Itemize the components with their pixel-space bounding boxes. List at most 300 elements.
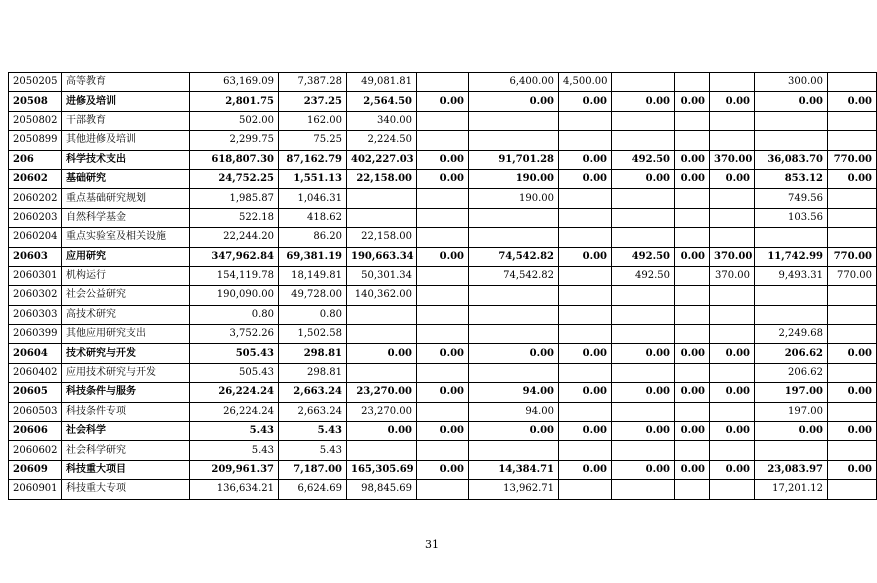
total-cell: 26,224.24 <box>190 402 279 421</box>
table-row <box>9 460 877 479</box>
col-5-cell: 74,542.82 <box>469 247 559 266</box>
account-code-cell: 2060301 <box>9 266 62 285</box>
col-9-cell: 0.00 <box>710 460 755 479</box>
account-code-cell: 2060302 <box>9 286 62 305</box>
table-row <box>9 344 877 363</box>
col-11-cell: 770.00 <box>828 266 877 285</box>
col-9-cell <box>710 325 755 344</box>
col-8-cell: 0.00 <box>675 169 710 188</box>
col-9-cell <box>710 441 755 460</box>
total-cell: 0.80 <box>190 305 279 324</box>
col-4-cell <box>417 228 469 247</box>
col-11-cell: 770.00 <box>828 150 877 169</box>
total-cell: 618,807.30 <box>190 150 279 169</box>
col-5-cell: 13,962.71 <box>469 480 559 499</box>
account-name-cell: 应用研究 <box>62 247 190 266</box>
account-code-cell: 2060503 <box>9 402 62 421</box>
col-11-cell <box>828 111 877 130</box>
col-10-cell: 36,083.70 <box>755 150 828 169</box>
col-7-cell: 0.00 <box>612 383 675 402</box>
col-10-cell: 2,249.68 <box>755 325 828 344</box>
basic-expenditure-cell: 49,728.00 <box>279 286 347 305</box>
col-8-cell: 0.00 <box>675 422 710 441</box>
col-10-cell <box>755 131 828 150</box>
col-9-cell: 0.00 <box>710 169 755 188</box>
col-4-cell <box>417 266 469 285</box>
project-expenditure-cell: 50,301.34 <box>347 266 417 285</box>
col-8-cell <box>675 480 710 499</box>
account-code-cell: 2060303 <box>9 305 62 324</box>
col-6-cell: 0.00 <box>559 344 612 363</box>
account-name-cell: 其他进修及培训 <box>62 131 190 150</box>
total-cell: 154,119.78 <box>190 266 279 285</box>
table-row <box>9 363 877 382</box>
col-9-cell: 370.00 <box>710 247 755 266</box>
col-5-cell <box>469 441 559 460</box>
col-7-cell <box>612 73 675 92</box>
col-11-cell <box>828 305 877 324</box>
project-expenditure-cell <box>347 325 417 344</box>
account-code-cell: 2050205 <box>9 73 62 92</box>
col-4-cell <box>417 131 469 150</box>
col-7-cell: 0.00 <box>612 92 675 111</box>
col-11-cell <box>828 402 877 421</box>
col-5-cell <box>469 208 559 227</box>
col-4-cell: 0.00 <box>417 92 469 111</box>
col-5-cell <box>469 286 559 305</box>
total-cell: 209,961.37 <box>190 460 279 479</box>
account-code-cell: 20609 <box>9 460 62 479</box>
basic-expenditure-cell: 69,381.19 <box>279 247 347 266</box>
col-6-cell <box>559 111 612 130</box>
col-6-cell <box>559 189 612 208</box>
account-name-cell: 科技重大专项 <box>62 480 190 499</box>
col-9-cell <box>710 286 755 305</box>
col-10-cell: 9,493.31 <box>755 266 828 285</box>
project-expenditure-cell: 23,270.00 <box>347 383 417 402</box>
col-11-cell <box>828 480 877 499</box>
basic-expenditure-cell: 298.81 <box>279 344 347 363</box>
project-expenditure-cell: 49,081.81 <box>347 73 417 92</box>
col-9-cell <box>710 111 755 130</box>
col-5-cell: 91,701.28 <box>469 150 559 169</box>
col-4-cell <box>417 286 469 305</box>
project-expenditure-cell: 0.00 <box>347 344 417 363</box>
table-row <box>9 111 877 130</box>
basic-expenditure-cell: 75.25 <box>279 131 347 150</box>
col-7-cell: 0.00 <box>612 169 675 188</box>
col-11-cell <box>828 286 877 305</box>
basic-expenditure-cell: 1,046.31 <box>279 189 347 208</box>
col-8-cell: 0.00 <box>675 344 710 363</box>
account-code-cell: 20603 <box>9 247 62 266</box>
col-8-cell <box>675 402 710 421</box>
col-10-cell: 197.00 <box>755 402 828 421</box>
col-7-cell <box>612 305 675 324</box>
account-name-cell: 进修及培训 <box>62 92 190 111</box>
col-6-cell <box>559 208 612 227</box>
col-4-cell <box>417 441 469 460</box>
col-10-cell: 300.00 <box>755 73 828 92</box>
basic-expenditure-cell: 5.43 <box>279 422 347 441</box>
total-cell: 5.43 <box>190 422 279 441</box>
col-8-cell <box>675 305 710 324</box>
col-6-cell: 0.00 <box>559 169 612 188</box>
col-7-cell: 0.00 <box>612 460 675 479</box>
col-10-cell: 11,742.99 <box>755 247 828 266</box>
account-code-cell: 2060602 <box>9 441 62 460</box>
account-name-cell: 重点实验室及相关设施 <box>62 228 190 247</box>
account-code-cell: 2060399 <box>9 325 62 344</box>
table-row <box>9 305 877 324</box>
total-cell: 505.43 <box>190 363 279 382</box>
basic-expenditure-cell: 5.43 <box>279 441 347 460</box>
col-10-cell: 197.00 <box>755 383 828 402</box>
col-5-cell: 74,542.82 <box>469 266 559 285</box>
col-7-cell: 0.00 <box>612 422 675 441</box>
col-8-cell <box>675 363 710 382</box>
account-name-cell: 社会公益研究 <box>62 286 190 305</box>
col-10-cell <box>755 111 828 130</box>
col-8-cell <box>675 228 710 247</box>
col-4-cell: 0.00 <box>417 344 469 363</box>
col-8-cell <box>675 111 710 130</box>
col-9-cell <box>710 305 755 324</box>
page-number: 31 <box>425 538 439 551</box>
table-row <box>9 131 877 150</box>
col-7-cell <box>612 402 675 421</box>
account-name-cell: 科技条件与服务 <box>62 383 190 402</box>
col-5-cell <box>469 363 559 382</box>
col-10-cell <box>755 286 828 305</box>
col-4-cell: 0.00 <box>417 383 469 402</box>
total-cell: 136,634.21 <box>190 480 279 499</box>
basic-expenditure-cell: 418.62 <box>279 208 347 227</box>
col-9-cell <box>710 480 755 499</box>
col-4-cell <box>417 208 469 227</box>
col-9-cell: 0.00 <box>710 92 755 111</box>
table-row <box>9 422 877 441</box>
col-10-cell <box>755 441 828 460</box>
col-5-cell: 190.00 <box>469 169 559 188</box>
col-5-cell <box>469 325 559 344</box>
col-5-cell: 0.00 <box>469 422 559 441</box>
project-expenditure-cell <box>347 208 417 227</box>
col-4-cell: 0.00 <box>417 460 469 479</box>
col-6-cell <box>559 363 612 382</box>
col-9-cell <box>710 228 755 247</box>
col-7-cell: 0.00 <box>612 344 675 363</box>
account-code-cell: 20508 <box>9 92 62 111</box>
project-expenditure-cell: 22,158.00 <box>347 228 417 247</box>
col-6-cell <box>559 305 612 324</box>
col-9-cell <box>710 73 755 92</box>
table-row <box>9 402 877 421</box>
col-4-cell <box>417 73 469 92</box>
col-4-cell <box>417 480 469 499</box>
table-row <box>9 189 877 208</box>
col-10-cell: 23,083.97 <box>755 460 828 479</box>
col-7-cell <box>612 208 675 227</box>
col-11-cell: 0.00 <box>828 92 877 111</box>
col-9-cell: 0.00 <box>710 422 755 441</box>
col-9-cell <box>710 363 755 382</box>
basic-expenditure-cell: 0.80 <box>279 305 347 324</box>
account-name-cell: 高技术研究 <box>62 305 190 324</box>
col-9-cell <box>710 189 755 208</box>
account-name-cell: 技术研究与开发 <box>62 344 190 363</box>
basic-expenditure-cell: 2,663.24 <box>279 383 347 402</box>
total-cell: 190,090.00 <box>190 286 279 305</box>
col-7-cell <box>612 480 675 499</box>
col-10-cell: 853.12 <box>755 169 828 188</box>
col-4-cell <box>417 111 469 130</box>
col-6-cell: 4,500.00 <box>559 73 612 92</box>
col-11-cell: 0.00 <box>828 344 877 363</box>
col-11-cell: 0.00 <box>828 422 877 441</box>
col-11-cell <box>828 73 877 92</box>
table-row <box>9 266 877 285</box>
account-code-cell: 2060202 <box>9 189 62 208</box>
account-code-cell: 20605 <box>9 383 62 402</box>
col-4-cell <box>417 363 469 382</box>
col-11-cell <box>828 228 877 247</box>
col-10-cell <box>755 228 828 247</box>
col-9-cell <box>710 402 755 421</box>
total-cell: 22,244.20 <box>190 228 279 247</box>
account-name-cell: 社会科学研究 <box>62 441 190 460</box>
basic-expenditure-cell: 6,624.69 <box>279 480 347 499</box>
col-6-cell <box>559 286 612 305</box>
account-name-cell: 科学技术支出 <box>62 150 190 169</box>
col-6-cell: 0.00 <box>559 383 612 402</box>
col-11-cell: 0.00 <box>828 169 877 188</box>
account-name-cell: 干部教育 <box>62 111 190 130</box>
account-name-cell: 机构运行 <box>62 266 190 285</box>
col-8-cell <box>675 131 710 150</box>
account-code-cell: 2050802 <box>9 111 62 130</box>
total-cell: 1,985.87 <box>190 189 279 208</box>
col-8-cell: 0.00 <box>675 383 710 402</box>
col-9-cell <box>710 131 755 150</box>
col-4-cell <box>417 402 469 421</box>
col-8-cell <box>675 266 710 285</box>
col-6-cell <box>559 441 612 460</box>
table-row <box>9 325 877 344</box>
col-5-cell: 94.00 <box>469 402 559 421</box>
col-6-cell <box>559 266 612 285</box>
total-cell: 2,801.75 <box>190 92 279 111</box>
col-5-cell: 190.00 <box>469 189 559 208</box>
table-row <box>9 383 877 402</box>
col-11-cell <box>828 189 877 208</box>
account-code-cell: 2060204 <box>9 228 62 247</box>
basic-expenditure-cell: 86.20 <box>279 228 347 247</box>
col-9-cell: 0.00 <box>710 344 755 363</box>
col-11-cell <box>828 325 877 344</box>
col-7-cell <box>612 286 675 305</box>
account-code-cell: 20602 <box>9 169 62 188</box>
total-cell: 24,752.25 <box>190 169 279 188</box>
col-7-cell <box>612 189 675 208</box>
col-11-cell <box>828 131 877 150</box>
total-cell: 5.43 <box>190 441 279 460</box>
account-name-cell: 基础研究 <box>62 169 190 188</box>
col-5-cell <box>469 111 559 130</box>
col-9-cell <box>710 208 755 227</box>
col-7-cell: 492.50 <box>612 266 675 285</box>
basic-expenditure-cell: 87,162.79 <box>279 150 347 169</box>
col-6-cell: 0.00 <box>559 460 612 479</box>
total-cell: 2,299.75 <box>190 131 279 150</box>
col-6-cell <box>559 402 612 421</box>
table-row <box>9 480 877 499</box>
col-8-cell: 0.00 <box>675 92 710 111</box>
table-row <box>9 441 877 460</box>
project-expenditure-cell <box>347 441 417 460</box>
col-6-cell: 0.00 <box>559 247 612 266</box>
col-7-cell <box>612 325 675 344</box>
project-expenditure-cell <box>347 189 417 208</box>
col-10-cell: 206.62 <box>755 344 828 363</box>
account-name-cell: 重点基础研究规划 <box>62 189 190 208</box>
total-cell: 63,169.09 <box>190 73 279 92</box>
account-name-cell: 应用技术研究与开发 <box>62 363 190 382</box>
col-10-cell: 103.56 <box>755 208 828 227</box>
account-name-cell: 社会科学 <box>62 422 190 441</box>
col-4-cell: 0.00 <box>417 150 469 169</box>
table-row <box>9 286 877 305</box>
project-expenditure-cell: 340.00 <box>347 111 417 130</box>
basic-expenditure-cell: 18,149.81 <box>279 266 347 285</box>
account-code-cell: 20604 <box>9 344 62 363</box>
project-expenditure-cell: 165,305.69 <box>347 460 417 479</box>
col-9-cell: 0.00 <box>710 383 755 402</box>
col-8-cell: 0.00 <box>675 247 710 266</box>
col-11-cell: 0.00 <box>828 383 877 402</box>
account-code-cell: 2060901 <box>9 480 62 499</box>
table-row <box>9 208 877 227</box>
project-expenditure-cell: 2,564.50 <box>347 92 417 111</box>
account-code-cell: 206 <box>9 150 62 169</box>
col-6-cell: 0.00 <box>559 422 612 441</box>
col-10-cell: 206.62 <box>755 363 828 382</box>
table-row <box>9 169 877 188</box>
col-5-cell: 0.00 <box>469 344 559 363</box>
basic-expenditure-cell: 162.00 <box>279 111 347 130</box>
col-8-cell <box>675 208 710 227</box>
col-5-cell <box>469 131 559 150</box>
col-4-cell <box>417 305 469 324</box>
table-row <box>9 150 877 169</box>
col-7-cell <box>612 131 675 150</box>
col-11-cell: 0.00 <box>828 460 877 479</box>
col-10-cell: 0.00 <box>755 422 828 441</box>
col-6-cell: 0.00 <box>559 92 612 111</box>
project-expenditure-cell: 0.00 <box>347 422 417 441</box>
col-5-cell <box>469 228 559 247</box>
col-5-cell: 14,384.71 <box>469 460 559 479</box>
total-cell: 347,962.84 <box>190 247 279 266</box>
table-row <box>9 73 877 92</box>
col-5-cell: 0.00 <box>469 92 559 111</box>
col-8-cell: 0.00 <box>675 150 710 169</box>
table-row <box>9 247 877 266</box>
basic-expenditure-cell: 7,387.28 <box>279 73 347 92</box>
col-4-cell <box>417 189 469 208</box>
basic-expenditure-cell: 1,502.58 <box>279 325 347 344</box>
col-6-cell <box>559 325 612 344</box>
col-6-cell <box>559 131 612 150</box>
table-body <box>9 73 877 500</box>
col-4-cell: 0.00 <box>417 247 469 266</box>
total-cell: 505.43 <box>190 344 279 363</box>
account-name-cell: 其他应用研究支出 <box>62 325 190 344</box>
col-6-cell <box>559 480 612 499</box>
project-expenditure-cell: 190,663.34 <box>347 247 417 266</box>
project-expenditure-cell <box>347 305 417 324</box>
basic-expenditure-cell: 2,663.24 <box>279 402 347 421</box>
basic-expenditure-cell: 298.81 <box>279 363 347 382</box>
account-name-cell: 科技重大项目 <box>62 460 190 479</box>
col-8-cell <box>675 441 710 460</box>
total-cell: 522.18 <box>190 208 279 227</box>
account-name-cell: 自然科学基金 <box>62 208 190 227</box>
col-7-cell: 492.50 <box>612 247 675 266</box>
col-7-cell <box>612 111 675 130</box>
col-6-cell: 0.00 <box>559 150 612 169</box>
table-row <box>9 228 877 247</box>
col-8-cell <box>675 325 710 344</box>
account-code-cell: 2050899 <box>9 131 62 150</box>
col-5-cell <box>469 305 559 324</box>
col-8-cell: 0.00 <box>675 460 710 479</box>
table-row <box>9 92 877 111</box>
col-11-cell <box>828 441 877 460</box>
col-8-cell <box>675 189 710 208</box>
col-10-cell: 17,201.12 <box>755 480 828 499</box>
col-11-cell: 770.00 <box>828 247 877 266</box>
project-expenditure-cell: 402,227.03 <box>347 150 417 169</box>
col-6-cell <box>559 228 612 247</box>
col-9-cell: 370.00 <box>710 150 755 169</box>
col-8-cell <box>675 73 710 92</box>
project-expenditure-cell: 98,845.69 <box>347 480 417 499</box>
col-4-cell <box>417 325 469 344</box>
col-11-cell <box>828 363 877 382</box>
col-4-cell: 0.00 <box>417 169 469 188</box>
budget-table <box>8 72 877 500</box>
col-5-cell: 94.00 <box>469 383 559 402</box>
col-10-cell <box>755 305 828 324</box>
total-cell: 3,752.26 <box>190 325 279 344</box>
account-code-cell: 20606 <box>9 422 62 441</box>
basic-expenditure-cell: 7,187.00 <box>279 460 347 479</box>
col-9-cell: 370.00 <box>710 266 755 285</box>
basic-expenditure-cell: 237.25 <box>279 92 347 111</box>
col-7-cell <box>612 441 675 460</box>
col-4-cell: 0.00 <box>417 422 469 441</box>
col-7-cell: 492.50 <box>612 150 675 169</box>
account-name-cell: 高等教育 <box>62 73 190 92</box>
project-expenditure-cell <box>347 363 417 382</box>
col-7-cell <box>612 363 675 382</box>
account-code-cell: 2060203 <box>9 208 62 227</box>
col-10-cell: 749.56 <box>755 189 828 208</box>
account-name-cell: 科技条件专项 <box>62 402 190 421</box>
col-11-cell <box>828 208 877 227</box>
col-10-cell: 0.00 <box>755 92 828 111</box>
